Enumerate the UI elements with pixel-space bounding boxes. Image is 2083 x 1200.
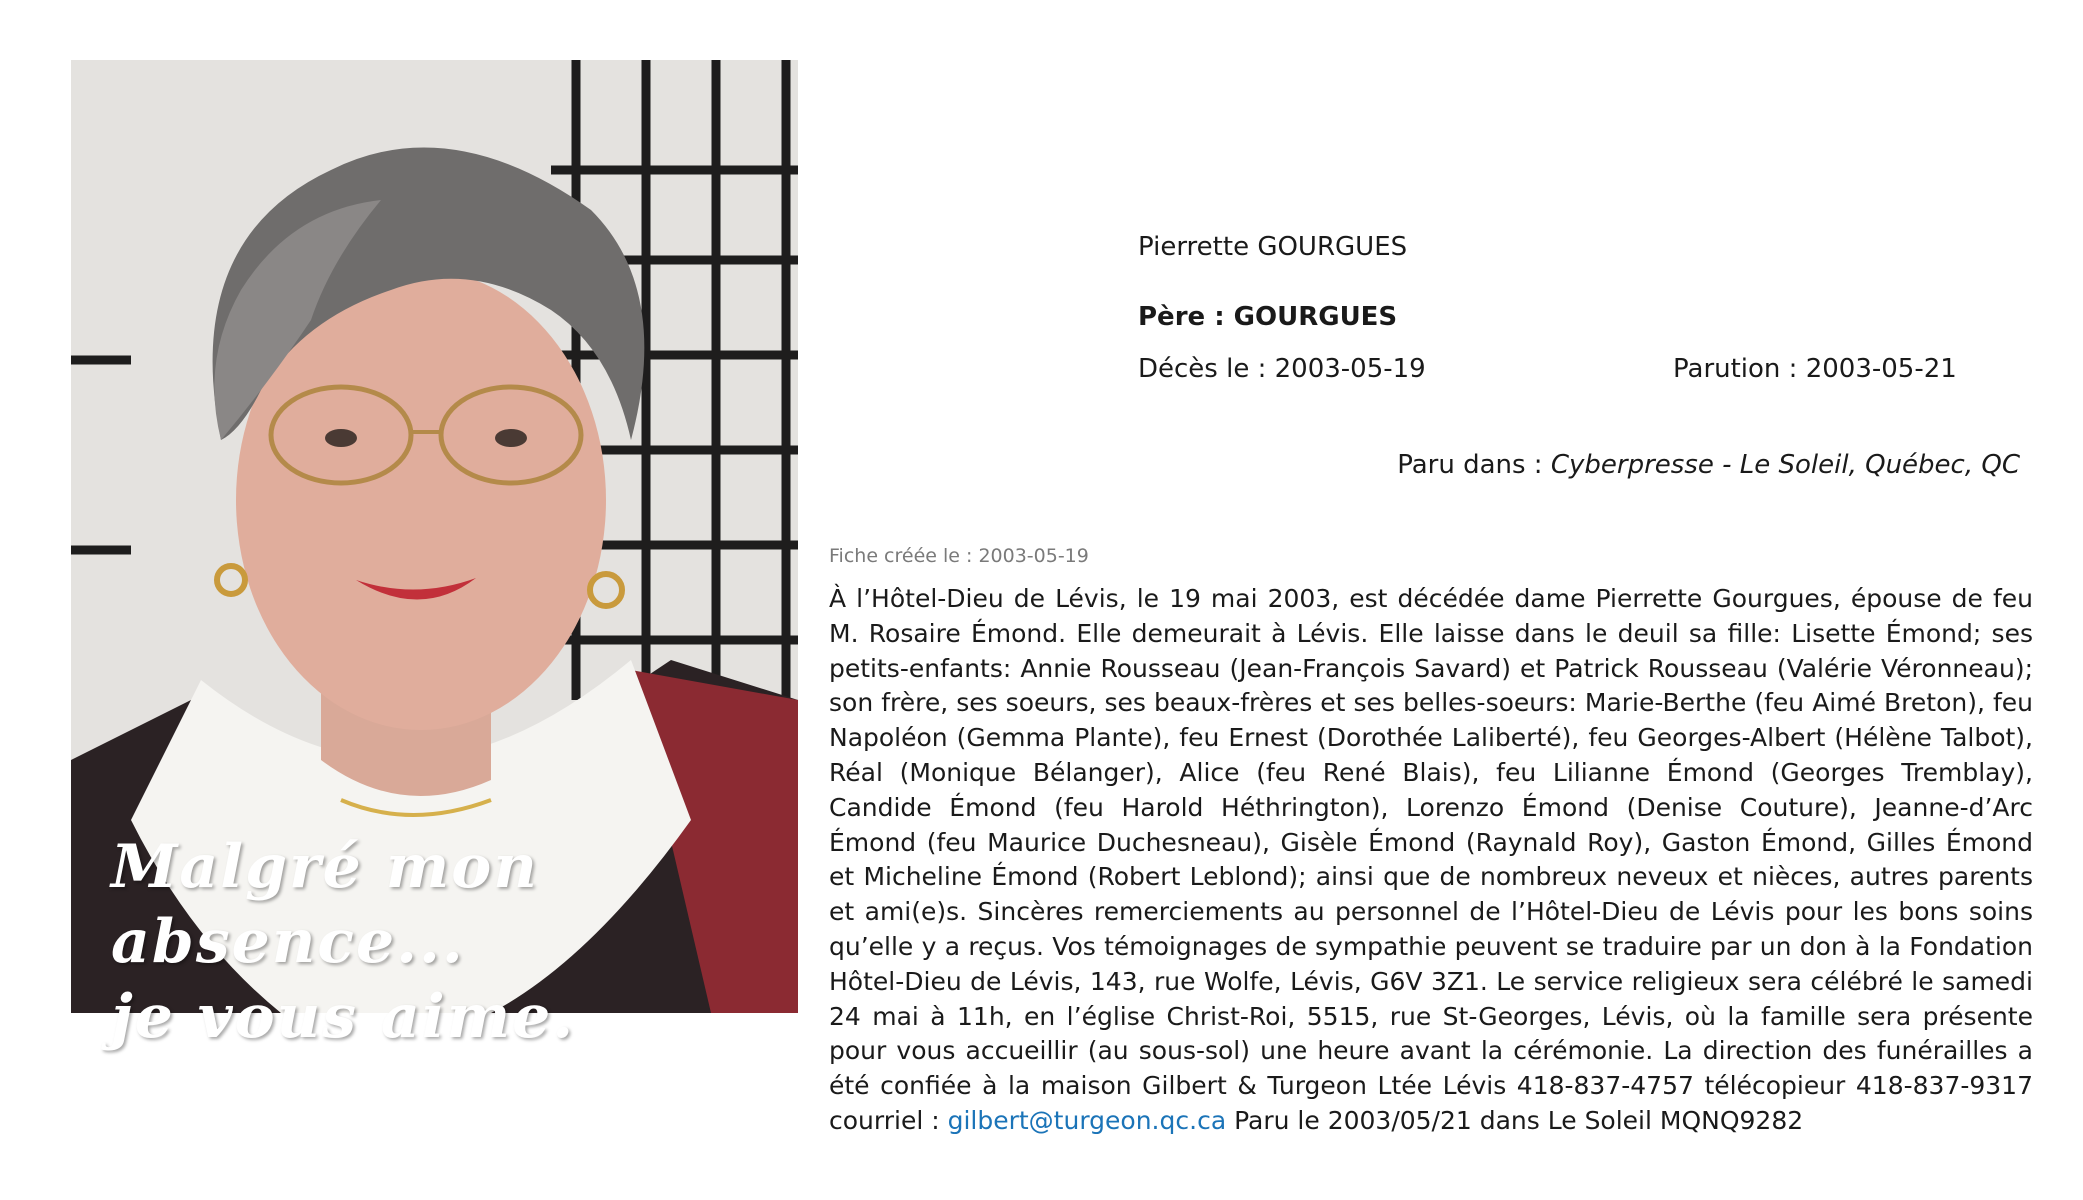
- dates-row: [1138, 354, 2038, 390]
- obituary-text: [829, 582, 2033, 1139]
- deceased-name: Pierrette GOURGUES: [1138, 232, 1408, 262]
- obituary-text-main: À l’Hôtel-Dieu de Lévis, le 19 mai 2003, est décédée dame Pierrette Gourgues, épouse de feu M. Rosaire Émond. Elle demeurait à Lévis. Elle laisse dans le deuil sa fille: Lisette Émond; ses petits-enfants: Annie Rousseau (Jean-François Savard) et Patrick Rousseau (Valérie Véronneau); son frère, ses soeurs, ses beaux-frères et ses belles-soeurs: Marie-Berthe (feu Aimé Breton), feu Napoléon (Gemma Plante), feu Ernest (Dorothée Laliberté), feu Georges-Albert (Hélène Talbot), Réal (Monique Bélanger), Alice (feu René Blais), feu Lilianne Émond (Georges Tremblay), Candide Émond (feu Harold Héthrington), Lorenzo Émond (Denise Couture), Jeanne-d’Arc Émond (feu Maurice Duchesneau), Gisèle Émond (Raynald Roy), Gaston Émond, Gilles Émond et Micheline Émond (Robert Leblond); ainsi que de nombreux neveux et nièces, autres parents et ami(e)s. Sincères remerciements au personnel de l’Hôtel-Dieu de Lévis pour les bons soins qu’elle y a reçus. Vos témoignages de sympathie peuvent se traduire par un don à la Fondation Hôtel-Dieu de Lévis, 143, rue Wolfe, Lévis, G6V 3Z1. Le service religieux sera célébré le samedi 24 mai à 11h, en l’église Christ-Roi, 5515, rue St-Georges, Lévis, où la famille sera présente pour vous accueillir (au sous-sol) une heure avant la cérémonie. La direction des funérailles a été confiée à la maison Gilbert & Turgeon Ltée Lévis 418-837-4757 télécopieur 418-837-9317 courriel :: [829, 584, 2033, 1135]
- publication-date: Parution : 2003-05-21: [1673, 354, 1957, 384]
- email-link[interactable]: gilbert@turgeon.qc.ca: [947, 1105, 1227, 1135]
- father-name: Père : GOURGUES: [1138, 302, 1398, 332]
- deceased-info: [1138, 232, 2038, 390]
- published-in-value: Cyberpresse - Le Soleil, Québec, QC: [1550, 450, 2020, 480]
- portrait-photo: [71, 60, 798, 1052]
- published-in-label: Paru dans :: [1397, 450, 1551, 480]
- published-in: [1397, 450, 2020, 480]
- photo-caption: Malgré mon absence... je vous aime.: [111, 832, 576, 1052]
- obituary-text-end: Paru le 2003/05/21 dans Le Soleil MQNQ9282: [1226, 1105, 1804, 1135]
- record-created-date: Fiche créée le : 2003-05-19: [829, 545, 1089, 567]
- death-date: Décès le : 2003-05-19: [1138, 354, 1426, 384]
